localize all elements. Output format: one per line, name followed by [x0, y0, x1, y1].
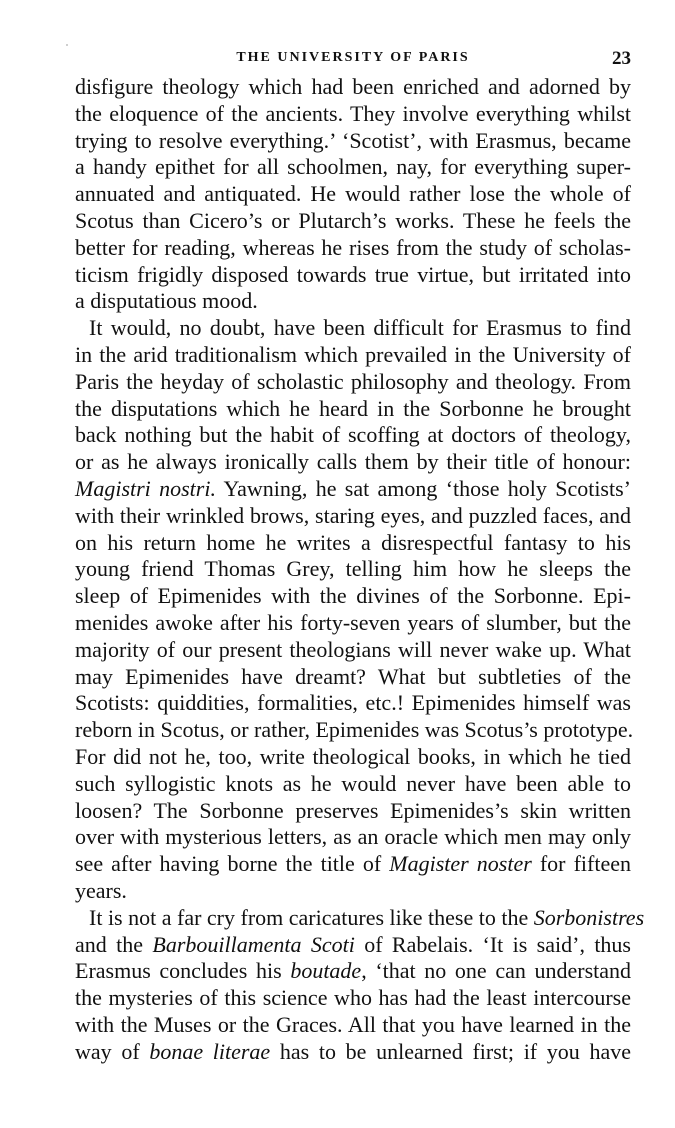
text-line: with their wrinkled brows, staring eyes, and puzzled faces, and	[75, 502, 631, 528]
text-line: or as he always ironically calls them by their title of honour:	[75, 449, 631, 475]
book-page	[75, 44, 645, 1065]
italic-phrase: Magistri nostri.	[75, 475, 216, 501]
text-line: see after having borne the title of Magister noster for fifteen	[75, 851, 631, 877]
text-line: For did not he, too, write theological books, in which he tied	[75, 743, 631, 769]
text-line: with the Muses or the Graces. All that you have learned in the	[75, 1011, 631, 1037]
text-line: sleep of Epimenides with the divines of the Sorbonne. Epi-	[75, 583, 631, 609]
text-line: young friend Thomas Grey, telling him how he sleeps the	[75, 556, 631, 582]
italic-phrase: bonae literae	[149, 1038, 271, 1064]
text-line: Erasmus concludes his boutade, ‘that no one can understand	[75, 958, 632, 984]
text-line: the disputations which he heard in the Sorbonne he brought	[75, 395, 631, 421]
page-header	[75, 44, 631, 74]
text-line: It would, no doubt, have been difficult for Erasmus to find	[89, 315, 631, 341]
text-line: over with mysterious letters, as an oracle which men may only	[75, 824, 631, 850]
page-speck	[66, 44, 68, 46]
text-line: Magistri nostri. Yawning, he sat among ‘those holy Scotists’	[75, 475, 631, 501]
text-line: reborn in Scotus, or rather, Epimenides was Scotus’s prototype.	[75, 717, 634, 743]
text-line: majority of our present theologians will never wake up. What	[75, 636, 631, 662]
text-line: It is not a far cry from caricatures like these to the Sorbonistres	[89, 904, 645, 930]
text-line: disfigure theology which had been enriched and adorned by	[75, 74, 631, 99]
running-head: THE UNIVERSITY OF PARIS	[236, 50, 470, 65]
text-line: on his return home he writes a disrespectful fantasy to his	[75, 529, 631, 555]
text-line: the eloquence of the ancients. They involve everything whilst	[75, 100, 631, 126]
italic-phrase: boutade	[290, 958, 362, 984]
italic-phrase: Magister noster	[389, 851, 532, 877]
text-line: Paris the heyday of scholastic philosophy and theology. From	[75, 368, 631, 394]
text-line: Scotists: quiddities, formalities, etc.! Epimenides himself was	[75, 690, 631, 716]
page-number: 23	[612, 48, 631, 69]
text-line: menides awoke after his forty-seven years of slumber, but the	[75, 609, 631, 635]
text-line: back nothing but the habit of scoffing at doctors of theology,	[75, 422, 631, 448]
text-line: loosen? The Sorbonne preserves Epimenides’s skin written	[75, 797, 631, 823]
text-line: a handy epithet for all schoolmen, nay, for everything super-	[75, 154, 631, 180]
body-text	[75, 74, 645, 1065]
text-line: trying to resolve everything.’ ‘Scotist’, with Erasmus, became	[75, 127, 631, 153]
text-line: annuated and antiquated. He would rather lose the whole of	[75, 181, 631, 207]
text-line: way of bonae literae has to be unlearned first; if you have	[75, 1038, 631, 1064]
text-line: in the arid traditionalism which prevailed in the University of	[75, 341, 631, 367]
italic-phrase: Barbouillamenta Scoti	[152, 931, 355, 957]
text-line: Scotus than Cicero’s or Plutarch’s works. These he feels the	[75, 207, 631, 233]
italic-phrase: Sorbonistres	[533, 904, 645, 930]
text-line: such syllogistic knots as he would never have been able to	[75, 770, 631, 796]
text-line: and the Barbouillamenta Scoti of Rabelais. ‘It is said’, thus	[75, 931, 631, 957]
text-line: a disputatious mood.	[75, 288, 258, 314]
text-line: better for reading, whereas he rises from the study of scholas-	[75, 234, 631, 260]
text-line: years.	[75, 877, 127, 903]
text-line: ticism frigidly disposed towards true virtue, but irritated into	[75, 261, 631, 287]
text-line: may Epimenides have dreamt? What but subtleties of the	[75, 663, 631, 689]
text-line: the mysteries of this science who has had the least intercourse	[75, 985, 631, 1011]
